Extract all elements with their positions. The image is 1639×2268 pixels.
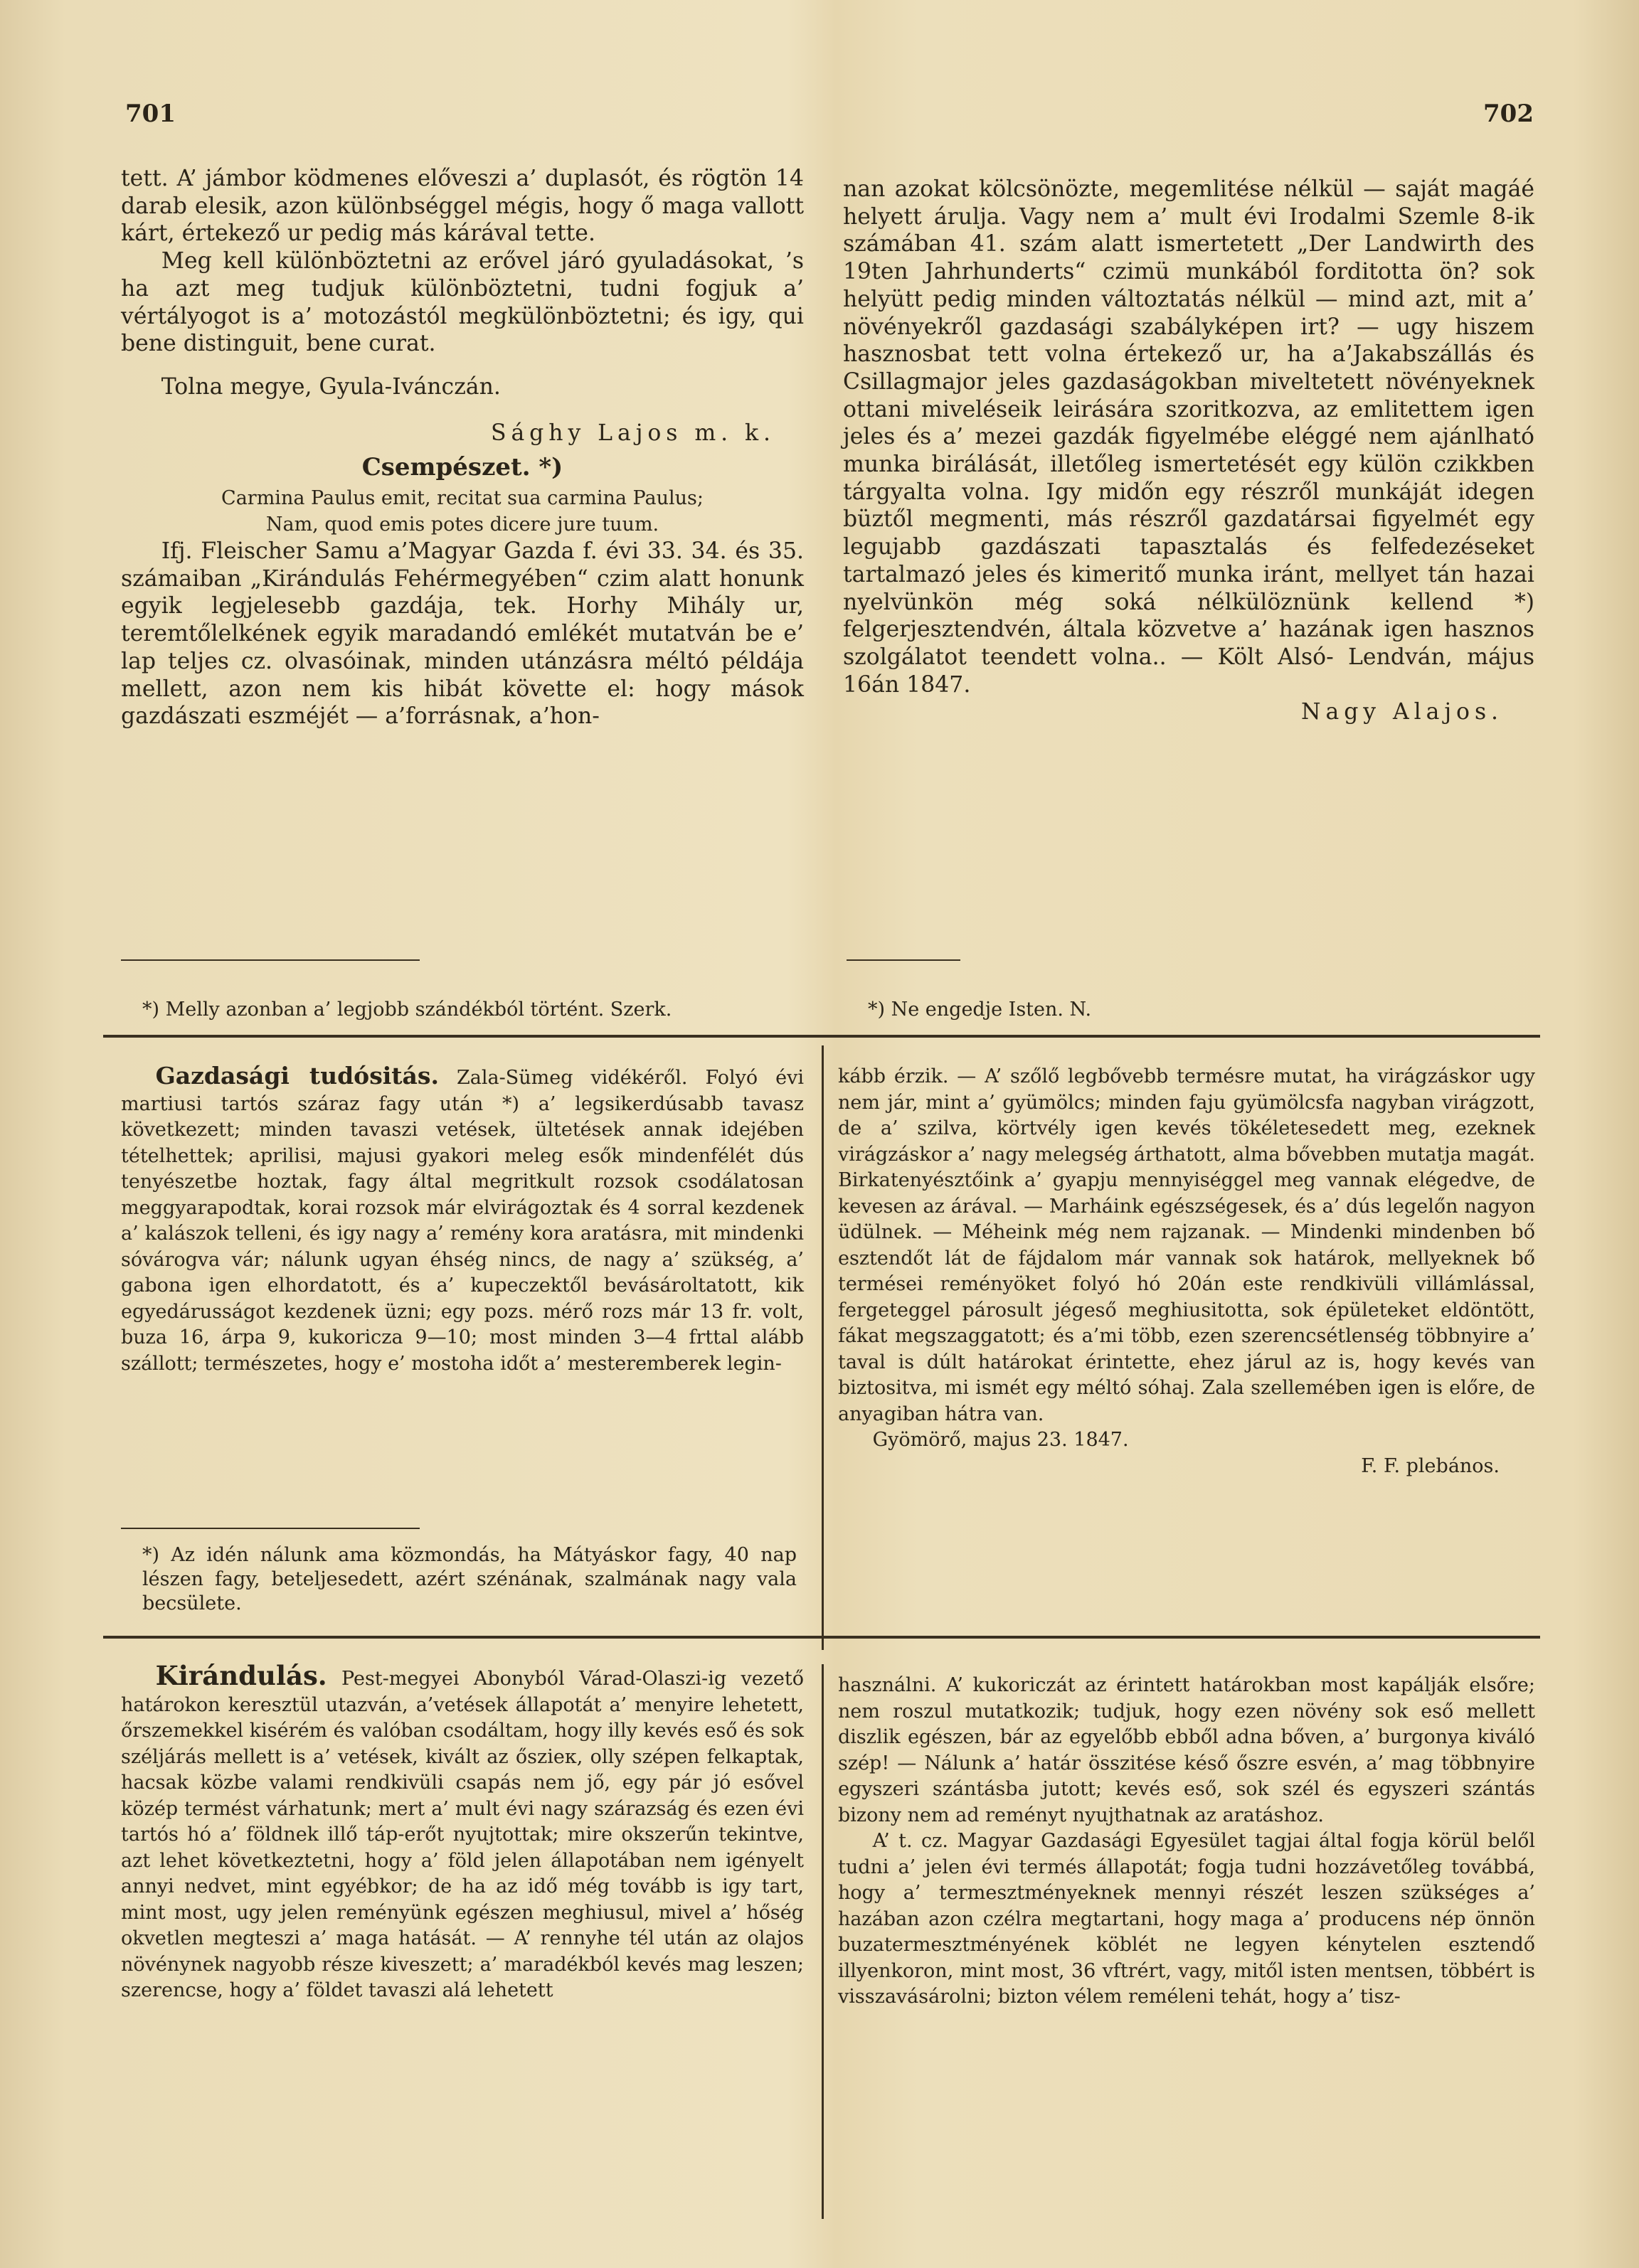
column-divider: [822, 1664, 824, 2219]
article-heading: Gazdasági tudósitás.: [155, 1062, 439, 1090]
paragraph: Ifj. Fleischer Samu a’Magyar Gazda f. évi 33. 34. és 35. számaiban „Kirándulás Fehérmegyében“ czim alatt honunk egyik legjelesebb gazdája, tek. Horhy Mihály ur, teremtőlelkének egyik maradandó emlékét mutatván be e’ lap teljes cz. olvasóinak, minden utánzásra méltó példája mellett, azon nem kis hibát követte el: hogy mások gazdászati eszméjét — a’forrásnak, a’hon-: [121, 538, 804, 730]
section-rule: [103, 1035, 1540, 1038]
paragraph: Meg kell különböztetni az erővel járó gyuladásokat, ’s ha azt meg tudjuk különböztetni, tudni fogjuk a’ vértályogot is a’ motozástól megkülönböztetni; és igy, qui bene distinguit, bene curat.: [121, 248, 804, 357]
paragraph: kább érzik. — A’ szőlő legbővebb termésre mutat, ha virágzáskor ugy nem jár, mint a’ gyümölcs; minden faju gyümölcsfa nagyban virágzott, de a’ szilva, körtvély igen kevés tökéletesedett meg, ezeknek virágzáskor a’ nagy melegség árthatott, alma bővebben mutatja magát. Birkatenyésztőink a’ gyapju mennyiséggel meg vannak elégedve, de kevesen az árával. — Marháink egészségesek, és a’ dús legelőn nagyon üdülnek. — Méheink még nem rajzanak. — Mindenki mindenben bő esztendőt lát de fájdalom már vannak sok határok, mellyeknek bő termései reményöket folyó hó 20án este rendkivüli villámlással, fergeteggel párosult jégeső meghiusitotta, sok épületeket eldöntött, fákat megszaggatott; és a’mi több, ezen szerencsétlenség többnyire a’ taval is dúlt határokat érintette, ehez járul az is, hogy kevés van biztositva, mi ismét egy méltó sóhaj. Zala szellemében igen is előre, de anyagiban hátra van.: [838, 1065, 1535, 1425]
section-heading: Csempészet. *): [361, 453, 563, 482]
footnote-rule: [847, 959, 960, 961]
left-page-number: 701: [125, 100, 176, 128]
footnote-rule: [121, 1528, 420, 1529]
column-divider: [822, 1045, 824, 1650]
footnote: *) Ne engedje Isten. N.: [868, 999, 1092, 1021]
signature: F. F. plebános.: [1361, 1454, 1500, 1477]
footnote: *) Az idén nálunk ama közmondás, ha Mátyáskor fagy, 40 nap lészen fagy, beteljesedett, azért szénának, szalmának nagy vala becsülete.: [142, 1544, 797, 1614]
dateline: Tolna megye, Gyula-Ivánczán.: [161, 373, 501, 400]
middle-left-column: [121, 1063, 804, 1377]
bottom-left-column: [121, 1660, 804, 2004]
dateline: Gyömörő, majus 23. 1847.: [872, 1429, 1129, 1451]
epigram-line: Carmina Paulus emit, recitat sua carmina Paulus;: [221, 487, 704, 510]
section-rule: [103, 1636, 1540, 1639]
paragraph: tett. A’ jámbor ködmenes előveszi a’ duplasót, és rögtön 14 darab elesik, azon különbséggel mégis, hogy ő maga vallott kárt, értekező ur pedig más kárával tette.: [121, 166, 804, 247]
footnote: *) Melly azonban a’ legjobb szándékból történt. Szerk.: [142, 999, 672, 1021]
signature: Nagy Alajos.: [1301, 699, 1503, 725]
article-heading: Kirándulás.: [155, 1660, 327, 1691]
bottom-right-column: [838, 1673, 1535, 2011]
right-page-number: 702: [1483, 100, 1534, 128]
paragraph: nan azokat kölcsönözte, megemlitése nélkül — saját magáé helyett árulja. Vagy nem a’ mult évi Irodalmi Szemle 8-ik számában 41. szám alatt ismertetett „Der Landwirth des 19ten Jahrhunderts“ czimü munkából forditotta ön? sok helyütt pedig minden változtatás nélkül — mind azt, mit a’ növényekről gazdasági szabályképen irt? — ugy hiszem hasznosbat tett volna értekező ur, ha a’Jakabszállás és Csillagmajor jeles gazdaságokban miveltetett növényeknek ottani miveléseik leirására szoritkozva, az emlitettem igen jeles és a’ mezei gazdák figyelmébe eléggé nem ajánlható munka birálását, illetőleg ismertetését egy külön czikkben tárgyalta volna. Igy midőn egy részről munkáját idegen büztől megmenti, más részről gazdatársai figyelmét egy legujabb gazdászati tapasztalás és felfedezéseket tartalmazó jeles és kimeritő munka iránt, mellyet tán hazai nyelvünkön még soká nélkülöznünk kellend *) felgerjesztendvén, általa közvetve a’ hazának igen hasznos szolgálatot teendett volna.. — Költ Alsó- Lendván, május 16án 1847.: [843, 176, 1534, 698]
footnote-rule: [121, 959, 420, 961]
paragraph: használni. A’ kukoriczát az érintett határokban most kapálják elsőre; nem roszul mutatkozik; tudjuk, hogy ezen növény sok eső mellett diszlik egészen, bár az egyelőbb ebből adna bőven, a’ burgonya kiváló szép! — Nálunk a’ határ összitése késő őszre esvén, a’ mag többnyire egyszeri szántásba jutott; kevés eső, sok szél és egyszeri szántás bizony nem ad reményt nyujthatnak az aratáshoz.: [838, 1674, 1535, 1826]
top-right-column: [843, 176, 1534, 726]
signature: Sághy Lajos m. k.: [490, 420, 775, 446]
paragraph: Pest-megyei Abonyból Várad-Olaszi-ig vezető határokon keresztül utazván, a’vetések állapotát a’ menyire lehetett, őrszemekkel kisérém és valóban csodáltam, hogy illy kevés eső és sok széljárás mellett is a’ vetések, kivált az őszieк, olly szépen felkaptak, hacsak közbe valami rendkivüli csapás nem jő, egy pár jó esővel közép termést várhatunk; mert a’ mult évi nagy szárazság és ezen évi tartós hó a’ földnek illő táp-erőt nyujtottak; mire okszerűn tekintve, azt lehet következtetni, hogy a’ föld jelen állapotában nem igényelt annyi nedvet, mint egyébkor; de ha az idő még tovább is igy tart, mint most, ugy jelen reményünk egészen meghiusul, mivel a’ hőség okvetlen megteszi a’ maga hatását. — A’ rennyhe tél után az olajos növénynek nagyobb része kiveszett; a’ maradékból kevés mag leszen; szerencse, hogy a’ földet tavaszi alá lehetett: [121, 1668, 804, 2001]
paragraph: Zala-Sümeg vidékéről. Folyó évi martiusi tartós száraz fagy után *) a’ legsikerdúsabb tavasz következett; minden tavaszi vetések, ültetések annak idejében tételhettek; aprilisi, majusi gyakori meleg esők mindenfélét dús tenyészetbe hoztak, fagy által megritkult rozsok csodálatosan meggyarapodtak, korai rozsok már elvirágoztak és 4 sorral kezdenek a’ kalászok telleni, és igy nagy a’ remény kora aratásra, mit mindenki sóvárogva vár; nálunk ugyan éhség nincs, de nagy a’ szükség, a’ gabona igen elhordatott, és a’ kupeczektől bevásároltatott, kik egyedárusságot kezdenek üzni; egy pozs. mérő rozs már 13 fr. volt, buza 16, árpa 9, kukoricza 9—10; most minden 3—4 frttal alább szállott; természetes, hogy e’ mostoha időt a’ mesteremberek legin-: [121, 1067, 804, 1375]
epigram-line: Nam, quod emis potes dicere jure tuum.: [265, 513, 659, 536]
middle-right-column: [838, 1064, 1535, 1479]
top-left-column: [121, 165, 804, 730]
paragraph: A’ t. cz. Magyar Gazdasági Egyesület tagjai által fogja körül belől tudni a’ jelen évi termés állapotát; fogja tudni hozzávetőleg továbbá, hogy a’ termesztményeknek mennyi részét leszen szükséges a’ hazában azon czélra megtartani, hogy maga a’ producens nép önnön buzatermesztményének köblét ne legyen kénytelen esztendő illyenkoron, mint most, 36 vftrért, vagy, mitől isten mentsen, többért is visszavásárolni; bizton vélem reméleni tehát, hogy a’ tisz-: [838, 1830, 1535, 2008]
